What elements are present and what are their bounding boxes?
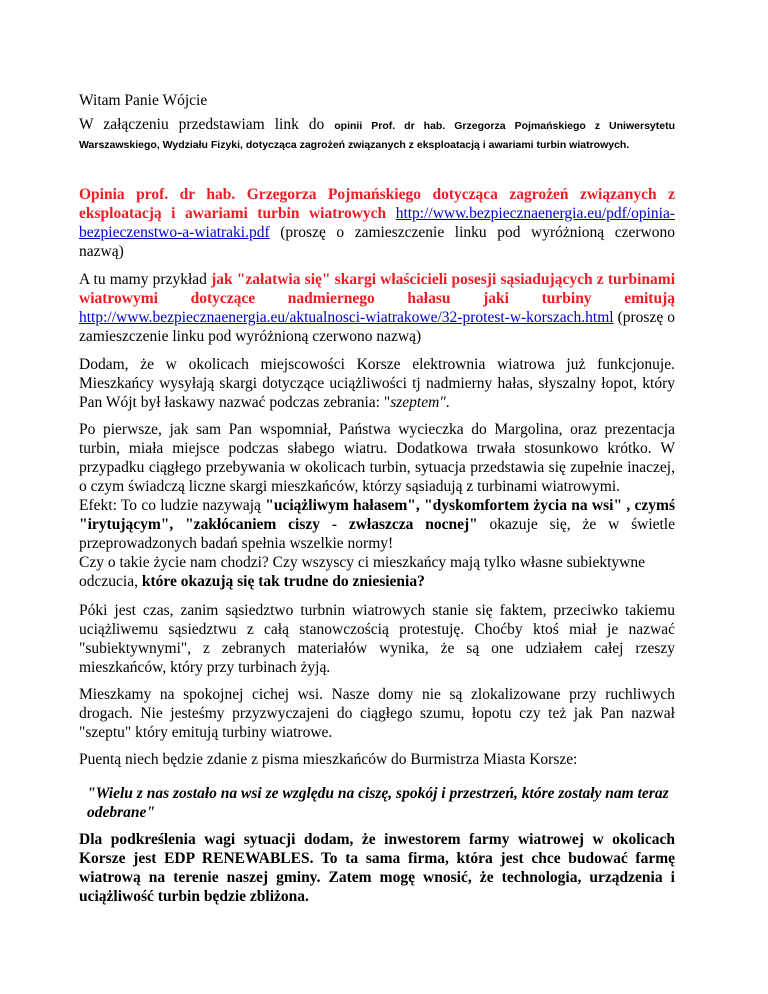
example-red-title: jak "załatwia się" skargi właścicieli posesji sąsiadujących z turbinami wiatrowymi dotyczące nadmiernego hałasu jaki turbiny emitują bbox=[79, 271, 675, 307]
village-paragraph: Mieszkamy na spokojnej cichej wsi. Nasze domy nie są zlokalizowane przy ruchliwych drogach. Nie jesteśmy przyzwyczajeni do ciągłego szumu, łopotu czy też jak Pan nazwał "szeptu" który emitują turbiny wiatrowe. bbox=[79, 686, 675, 741]
opinion-red-title: Opinia prof. dr hab. Grzegorza Pojmańskiego dotycząca zagrożeń związanych z eksploatacją i awariami turbin wiatrowych bbox=[79, 186, 675, 222]
effect-lead: Efekt: To co ludzie nazywają bbox=[79, 497, 261, 514]
effect-bold: "uciążliwym hałasem", "dyskomfortem życia na wsi" , czymś "irytującym", "zakłócaniem ciszy - zwłaszcza nocnej" bbox=[79, 497, 675, 533]
korsze-paragraph bbox=[79, 355, 675, 412]
protest-paragraph: Póki jest czas, zanim sąsiedztwo turbnin wiatrowych stanie się faktem, przeciwko takiemu uciążliwemu sąsiedztwu z całą stanowczością protestuję. Choćby ktoś miał je nazwać "subiektywnymi", z zebranych materiałów wynika, że są one udziałem całej rzeszy mieszkańców, który przy turbinach żyją. bbox=[79, 602, 675, 676]
first-paragraph bbox=[79, 420, 675, 591]
edp-paragraph: Dla podkreślenia wagi sytuacji dodam, że inwestorem farmy wiatrowej w okolicach Korsze jest EDP RENEWABLES. To ta sama firma, która jest chce budować farmę wiatrową na terenie naszej gminy. Zatem mogę wnosić, że technologia, urządzenia i uciążliwość turbin będzie zbliżona. bbox=[79, 831, 675, 905]
question-line bbox=[79, 553, 675, 591]
residents-quote: "Wielu z nas zostało na wsi ze względu na ciszę, spokój i przestrzeń, które zostały nam teraz odebrane" bbox=[87, 785, 669, 821]
question-text: Czy o takie życie nam chodzi? Czy wszyscy ci mieszkańcy mają tylko własne subiektywne odczucia, bbox=[79, 554, 645, 590]
opinion-link[interactable]: http://www.bezpiecznaenergia.eu/pdf/opinia-bezpieczenstwo-a-wiatraki.pdf bbox=[79, 205, 676, 241]
opinion-paragraph bbox=[79, 185, 675, 261]
opinion-note: (proszę o zamieszczenie linku pod wyróżnioną czerwono nazwą) bbox=[79, 224, 676, 260]
example-paragraph bbox=[79, 270, 675, 346]
intro-lead: W załączeniu przedstawiam link do bbox=[79, 116, 325, 133]
intro-reference: opinii Prof. dr hab. Grzegorza Pojmańskiego z Uniwersytetu Warszawskiego, Wydziału Fizyki, dotycząca zagrożeń związanych z eksploatacją i awariami turbin wiatrowych. bbox=[79, 120, 675, 151]
effect-line bbox=[79, 496, 675, 553]
example-link[interactable]: http://www.bezpiecznaenergia.eu/aktualnosci-wiatrakowe/32-protest-w-korszach.html bbox=[79, 309, 614, 326]
intro-paragraph bbox=[79, 115, 675, 153]
question-bold: które okazują się tak trudne do zniesienia? bbox=[141, 573, 425, 590]
korsze-text: Dodam, że w okolicach miejscowości Korsze elektrownia wiatrowa już funkcjonuje. Mieszkańcy wysyłają skargi dotyczące uciążliwości tj nadmierny hałas, słyszalny łopot, który Pan Wójt był łaskawy nazwać podczas zebrania: " bbox=[79, 356, 675, 411]
greeting: Witam Panie Wójcie bbox=[79, 92, 208, 109]
example-lead: A tu mamy przykład bbox=[79, 271, 207, 288]
korsze-end: . bbox=[445, 394, 450, 411]
point-paragraph: Puentą niech będzie zdanie z pisma mieszkańców do Burmistrza Miasta Korsze: bbox=[79, 751, 578, 768]
first-text: Po pierwsze, jak sam Pan wspomniał, Państwa wycieczka do Margolina, oraz prezentacja turbin, miała miejsce podczas słabego wiatru. Dodatkowa trwała stosunkowo krótko. W przypadku ciągłego przebywania w okolicach turbin, sytuacja przedstawia się zupełnie inaczej, o czym świadczą liczne skargi mieszkańców, którzy sąsiadują z turbinami wiatrowymi. bbox=[79, 421, 675, 495]
korsze-italic: szeptem" bbox=[390, 394, 446, 411]
effect-end: okazuje się, że w świetle przeprowadzonych badań spełnia wszelkie normy! bbox=[79, 516, 675, 552]
example-note: (proszę o zamieszczenie linku pod wyróżnioną czerwono nazwą) bbox=[79, 309, 675, 345]
